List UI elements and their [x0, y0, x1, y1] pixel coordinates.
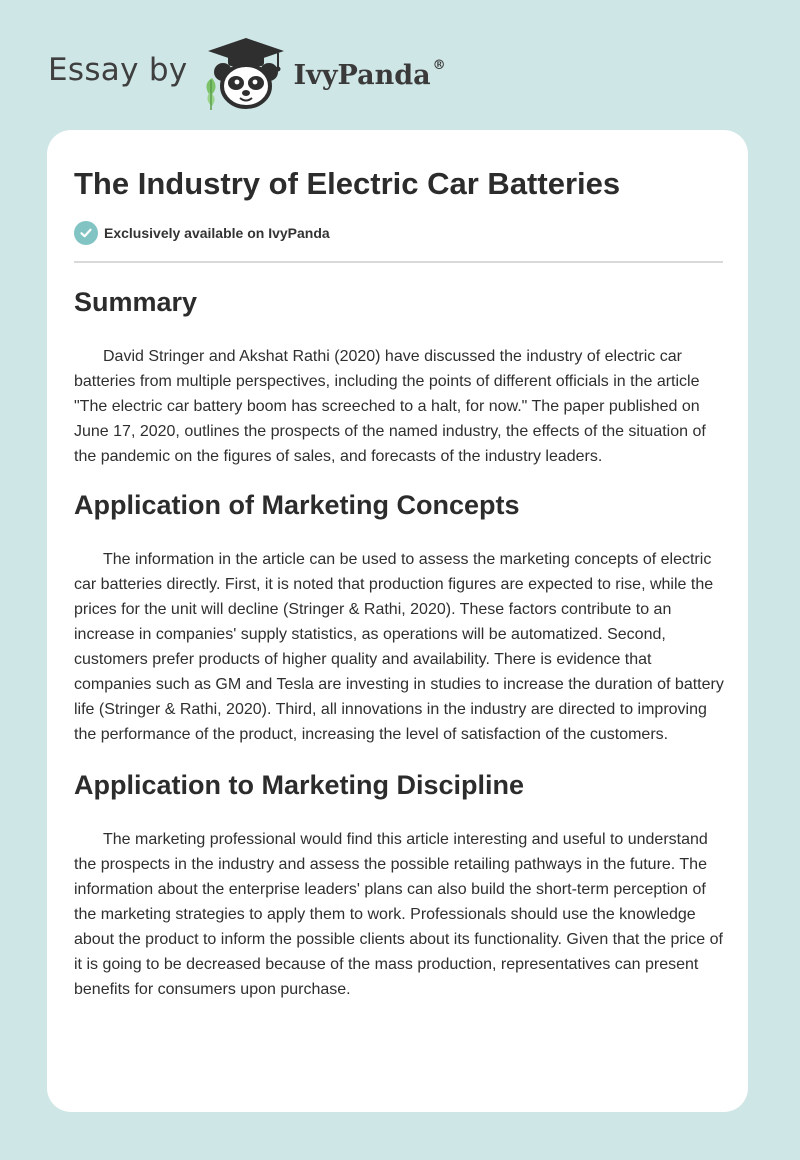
section-paragraph: The marketing professional would find this article interesting and useful to understand the prospects in the industry and assess the possible retailing pathways in the future. The information about the enterprise leaders' plans can also build the short-term perception of the marketing strategies to apply them to work. Professionals should use the knowledge about the product to inform the possible clients about its functionality. Given that the price of it is going to be decreased because of the mass production, representatives can present benefits for consumers upon purchase. — [74, 831, 723, 998]
panda-logo-icon — [200, 34, 292, 114]
section-heading: Application to Marketing Discipline — [74, 770, 525, 800]
site-header — [48, 34, 446, 114]
brand-name-text: IvyPanda — [293, 59, 431, 91]
essay-card — [47, 130, 748, 1112]
ivypanda-logo[interactable] — [200, 34, 292, 114]
brand-name[interactable] — [293, 57, 446, 91]
section-paragraph: David Stringer and Akshat Rathi (2020) have discussed the industry of electric car batteries from multiple perspectives, including the points of different officials in the article "The electric car battery boom has screeched to a halt, for now." The paper published on June 17, 2020, outlines the prospects of the named industry, the effects of the situation of the pandemic on the figures of sales, and forecasts of the industry leaders. — [74, 348, 706, 465]
section-heading: Summary — [74, 287, 198, 317]
section-summary — [74, 282, 726, 469]
availability-badge — [74, 221, 330, 245]
section-marketing-concepts — [74, 485, 726, 747]
title-divider — [74, 261, 723, 263]
section-paragraph: The information in the article can be used to assess the marketing concepts of electric car batteries directly. First, it is noted that production figures are expected to rise, while the prices for the unit will decline (Stringer & Rathi, 2020). These factors contribute to an increase in companies' supply statistics, as operations will be automatized. Second, customers prefer products of higher quality and availability. There is evidence that companies such as GM and Tesla are investing in studies to increase the duration of battery life (Stringer & Rathi, 2020). Third, all innovations in the industry are directed to improving the performance of the product, increasing the level of satisfaction of the customers. — [74, 551, 724, 743]
section-marketing-discipline — [74, 765, 726, 1002]
essay-by-label: Essay by — [48, 52, 188, 88]
badge-label: Exclusively available on IvyPanda — [104, 225, 330, 241]
check-circle-icon — [74, 221, 98, 245]
registered-mark: ® — [432, 57, 446, 73]
essay-body — [74, 282, 726, 1002]
section-heading: Application of Marketing Concepts — [74, 490, 520, 520]
page-title: The Industry of Electric Car Batteries — [74, 166, 621, 201]
